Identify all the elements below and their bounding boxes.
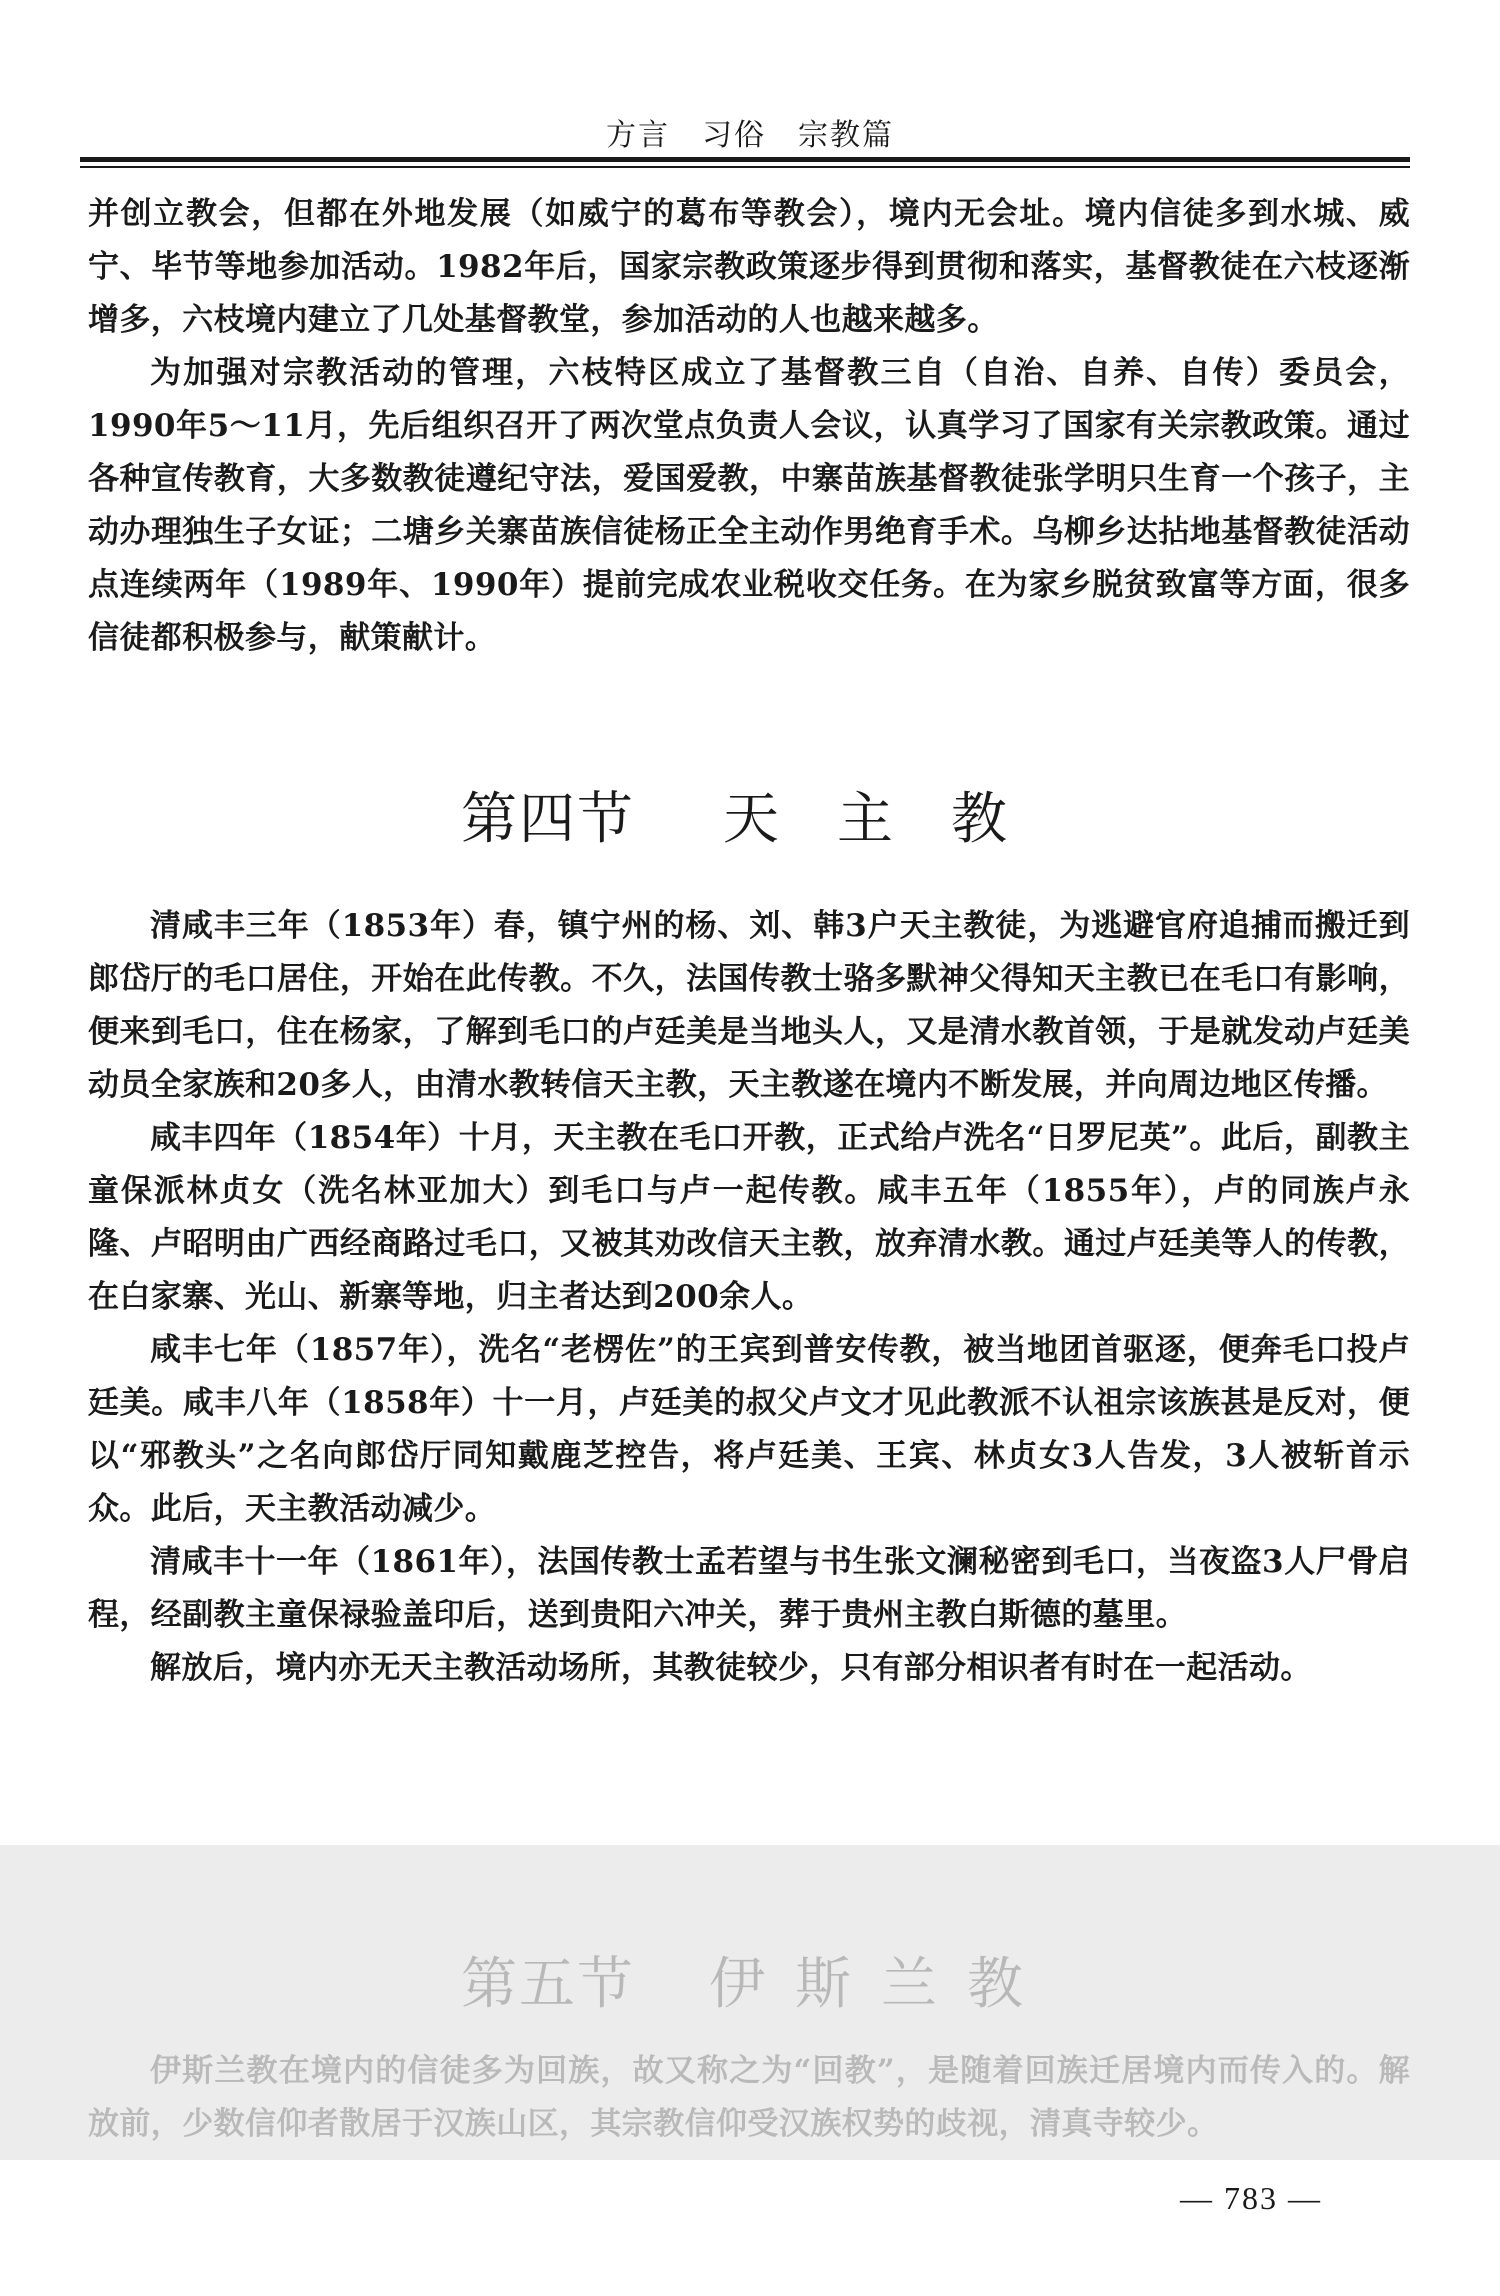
section-name-char: 教: [967, 1952, 1025, 2017]
header-rule-thin: [80, 166, 1410, 168]
faded-paragraphs: [88, 2045, 1410, 2151]
body-paragraph: 并创立教会，但都在外地发展（如威宁的葛布等教会），境内无会址。境内信徒多到水城、威宁、毕节等地参加活动。1982年后，国家宗教政策逐步得到贯彻和落实，基督教徒在六枝逐渐增多，六枝境内建立了几处基督教堂，参加活动的人也越来越多。: [88, 196, 1410, 338]
faded-section-band: [0, 1845, 1500, 2160]
body-paragraph: 为加强对宗教活动的管理，六枝特区成立了基督教三自（自治、自养、自传）委员会，1990年5～11月，先后组织召开了两次堂点负责人会议，认真学习了国家有关宗教政策。通过各种宣传教育，大多数教徒遵纪守法，爱国爱教，中寨苗族基督教徒张学明只生育一个孩子，主动办理独生子女证；二塘乡关寨苗族信徒杨正全主动作男绝育手术。乌柳乡达拈地基督教徒活动点连续两年（1989年、1990年）提前完成农业税收交任务。在为家乡脱贫致富等方面，很多信徒都积极参与，献策献计。: [88, 355, 1410, 656]
body-paragraph: 咸丰七年（1857年），洗名“老楞佐”的王宾到普安传教，被当地团首驱逐，便奔毛口投卢廷美。咸丰八年（1858年）十一月，卢廷美的叔父卢文才见此教派不认祖宗该族甚是反对，便以“邪教头”之名向郎岱厅同知戴鹿芝控告，将卢廷美、王宾、林贞女3人告发，3人被斩首示众。此后，天主教活动减少。: [88, 1332, 1410, 1527]
section-heading-islam: [0, 1940, 1500, 2020]
running-head: 方言 习俗 宗教篇: [606, 118, 894, 153]
section-name-char: 斯: [795, 1952, 853, 2017]
body-paragraph: 咸丰四年（1854年）十月，天主教在毛口开教，正式给卢洗名“日罗尼英”。此后，副教主童保派林贞女（洗名林亚加大）到毛口与卢一起传教。咸丰五年（1855年），卢的同族卢永隆、卢昭明由广西经商路过毛口，又被其劝改信天主教，放弃清水教。通过卢廷美等人的传教，在白家寨、光山、新寨等地，归主者达到200余人。: [88, 1120, 1410, 1315]
body-paragraph: 清咸丰三年（1853年）春，镇宁州的杨、刘、韩3户天主教徒，为逃避官府追捕而搬迁到郎岱厅的毛口居住，开始在此传教。不久，法国传教士骆多默神父得知天主教已在毛口有影响，便来到毛口，住在杨家，了解到毛口的卢廷美是当地头人，又是清水教首领，于是就发动卢廷美动员全家族和20多人，由清水教转信天主教，天主教遂在境内不断发展，并向周边地区传播。: [88, 908, 1410, 1103]
section-name-char: 伊: [709, 1952, 767, 2017]
section-name-char: 兰: [881, 1952, 939, 2017]
header-rule-thick: [80, 157, 1410, 162]
body-paragraph: 清咸丰十一年（1861年），法国传教士孟若望与书生张文澜秘密到毛口，当夜盗3人尸骨启程，经副教主童保禄验盖印后，送到贵阳六冲关，葬于贵州主教白斯德的墓里。: [88, 1544, 1410, 1633]
section-number: 第五节: [461, 1952, 635, 2017]
section-name-char: 主: [837, 787, 895, 852]
section-name-char: 教: [951, 787, 1009, 852]
body-paragraph: 伊斯兰教在境内的信徒多为回族，故又称之为“回教”，是随着回族迁居境内而传入的。解放前，少数信仰者散居于汉族山区，其宗教信仰受汉族权势的歧视，清真寺较少。: [88, 2053, 1410, 2142]
body-paragraph: 解放后，境内亦无天主教活动场所，其教徒较少，只有部分相识者有时在一起活动。: [150, 1650, 1312, 1686]
section-heading-catholicism: [88, 775, 1410, 855]
section-name-char: 天: [723, 787, 781, 852]
page-number: — 783 —: [1180, 2180, 1322, 2216]
section-number: 第四节: [461, 787, 635, 852]
page-body: [88, 188, 1410, 1695]
